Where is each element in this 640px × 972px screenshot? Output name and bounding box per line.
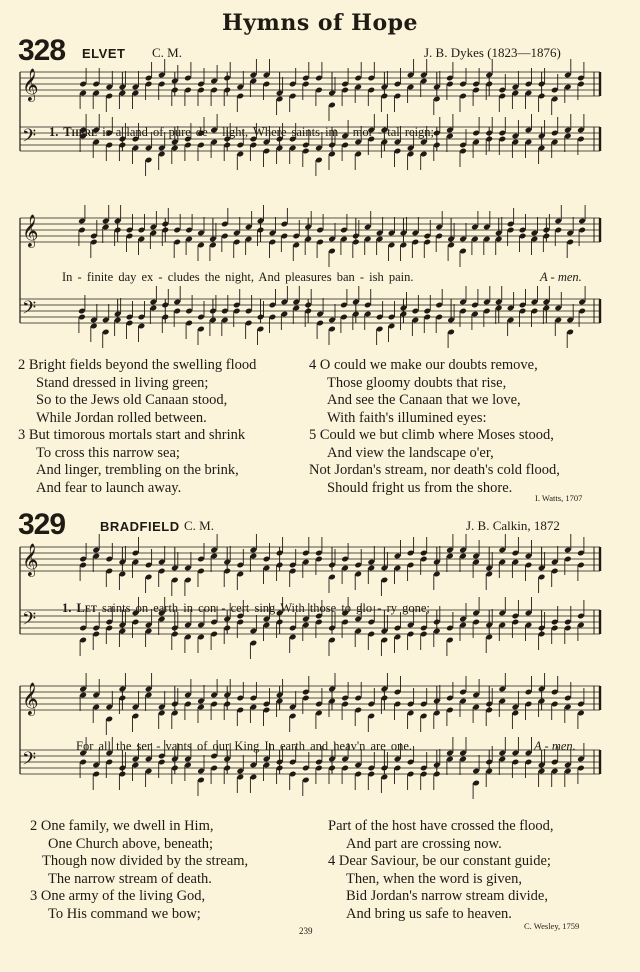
bass-clef-icon: 𝄢 <box>22 126 37 151</box>
treble-clef-icon: 𝄞 <box>22 682 39 715</box>
lyric-lead: 1. Let <box>62 601 97 615</box>
verse-line: Then, when the word is given, <box>346 870 522 887</box>
verse-line: 3 But timorous mortals start and shrink <box>18 427 246 443</box>
lyric-line: In - finite day ex - cludes the night, And pleasures ban - ish pain. <box>62 270 414 284</box>
amen-text: A - men. <box>534 739 576 753</box>
treble-clef-icon: 𝄞 <box>22 543 39 576</box>
lyric-lead: 1. There <box>49 125 98 139</box>
verse-line: Though now divided by the stream, <box>42 853 249 869</box>
verse-line: And linger, trembling on the brink, <box>36 462 239 478</box>
verse-line: 3 One army of the living God, <box>30 888 206 904</box>
treble-clef-icon: 𝄞 <box>22 214 39 247</box>
tune-name: BRADFIELD <box>100 519 180 534</box>
composer: J. B. Dykes (1823—1876) <box>424 45 561 60</box>
bass-clef-icon: 𝄢 <box>22 749 37 774</box>
lyric-line: For all the ser - vants of our King In earth and heav'n are one. <box>76 739 413 753</box>
credit: C. Wesley, 1759 <box>524 921 580 931</box>
verse-line: Not Jordan's stream, nor death's cold flood, <box>309 462 560 478</box>
verse-line: While Jordan rolled between. <box>36 409 207 426</box>
verse-line: Should fright us from the shore. <box>327 479 513 496</box>
verse-line: 2 Bright fields beyond the swelling flood <box>18 357 257 373</box>
verses-right <box>328 818 554 923</box>
hymn-number: 328 <box>18 34 66 67</box>
verse-line: Stand dressed in living green; <box>36 374 209 391</box>
verse-line: 4 Dear Saviour, be our constant guide; <box>328 853 551 869</box>
verse-line: One Church above, beneath; <box>48 835 214 852</box>
verse-line: And part are crossing now. <box>346 835 502 852</box>
tune-name: ELVET <box>82 46 126 61</box>
page-number: 239 <box>299 926 313 936</box>
bass-clef-icon: 𝄢 <box>22 609 37 634</box>
bass-clef-icon: 𝄢 <box>22 298 37 323</box>
verse-line: And view the landscape o'er, <box>327 444 494 461</box>
verse-line: 4 O could we make our doubts remove, <box>309 357 538 373</box>
verse-line: 5 Could we but climb where Moses stood, <box>309 427 554 443</box>
verses-left <box>30 818 248 923</box>
verse-line: And fear to launch away. <box>36 479 182 496</box>
verse-line: Bid Jordan's narrow stream divide, <box>346 888 548 904</box>
treble-clef-icon: 𝄞 <box>22 68 39 101</box>
verse-line: 2 One family, we dwell in Him, <box>30 818 214 834</box>
verse-line: So to the Jews old Canaan stood, <box>36 392 228 408</box>
lyric-text: is a land of pure de - light, Where saints im - mor - tal reign; <box>102 125 435 139</box>
verse-line: And bring us safe to heaven. <box>346 905 512 922</box>
credit: I. Watts, 1707 <box>535 493 583 503</box>
meter: C. M. <box>184 518 214 533</box>
amen-text: A - men. <box>540 270 582 284</box>
verse-line: With faith's illumined eyes: <box>327 409 487 426</box>
verse-line: Part of the host have crossed the flood, <box>328 818 554 834</box>
verse-line: Those gloomy doubts that rise, <box>327 374 507 391</box>
hymn-number: 329 <box>18 508 66 541</box>
composer: J. B. Calkin, 1872 <box>466 518 560 533</box>
page-title: Hymns of Hope <box>221 10 419 36</box>
verse-line: The narrow stream of death. <box>48 870 212 887</box>
verse-line: To His command we bow; <box>48 905 201 922</box>
meter: C. M. <box>152 45 182 60</box>
verse-line: And see the Canaan that we love, <box>327 392 521 408</box>
verse-line: To cross this narrow sea; <box>36 444 180 461</box>
lyric-text: saints on earth in con - cert sing With those to glo - ry gone; <box>101 601 430 615</box>
